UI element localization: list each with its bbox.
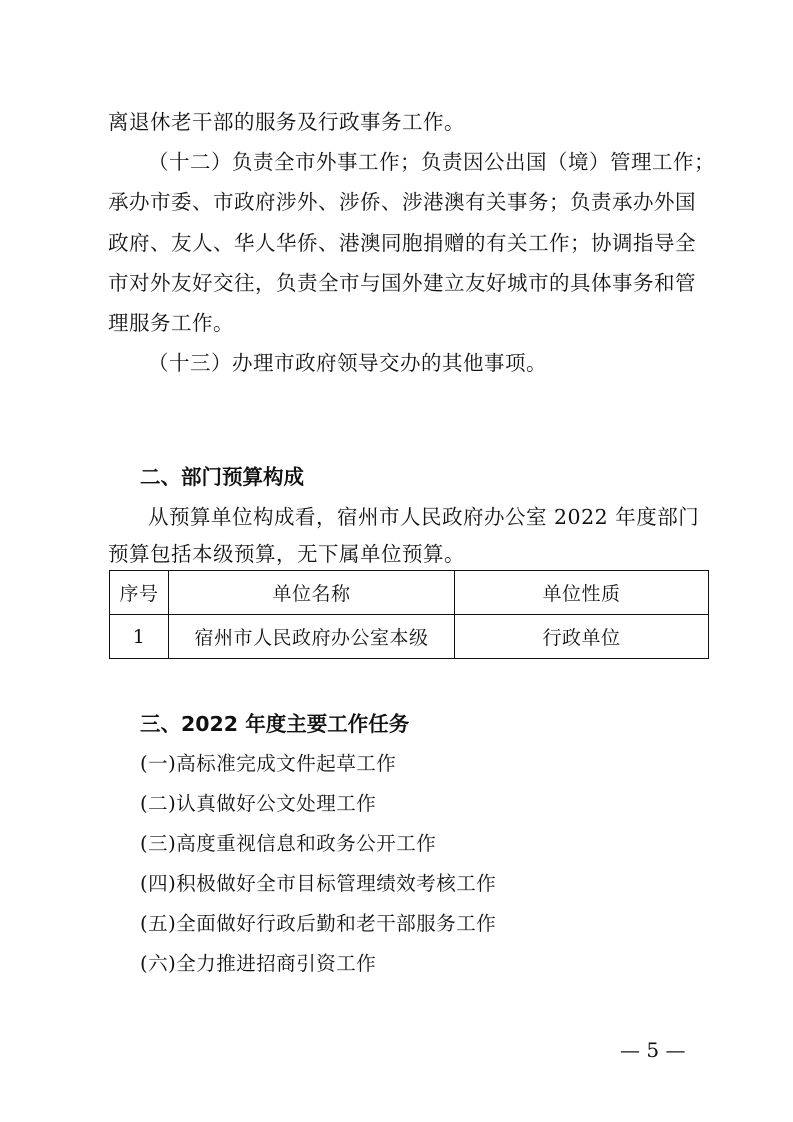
budget-unit-table [109,570,709,659]
list-item: (六)全力推进招商引资工作 [140,952,377,975]
body-line: 承办市委、市政府涉外、涉侨、涉港澳有关事务；负责承办外国 [108,190,696,214]
list-item: (一)高标准完成文件起草工作 [140,752,397,775]
table-cell: 1 [110,615,169,659]
page-number: — 5 — [620,1038,686,1062]
body-line: 政府、友人、华人华侨、港澳同胞捐赠的有关工作；协调指导全 [108,231,696,255]
section-paragraph: 预算包括本级预算，无下属单位预算。 [108,542,465,566]
body-line: （十二）负责全市外事工作；负责因公出国（境）管理工作； [148,150,715,174]
section-heading: 二、部门预算构成 [140,465,304,489]
list-item: (五)全面做好行政后勤和老干部服务工作 [140,912,497,935]
column-header: 序号 [110,571,169,615]
list-item: (二)认真做好公文处理工作 [140,792,377,815]
body-line: 理服务工作。 [108,311,234,335]
body-line: 市对外友好交往，负责全市与国外建立友好城市的具体事务和管 [108,271,696,295]
body-line: 离退休老干部的服务及行政事务工作。 [108,110,465,134]
table-header-row [110,571,709,615]
list-item: (三)高度重视信息和政务公开工作 [140,832,437,855]
table-cell: 宿州市人民政府办公室本级 [169,615,455,659]
column-header: 单位名称 [169,571,455,615]
list-item: (四)积极做好全市目标管理绩效考核工作 [140,872,497,895]
section-heading: 三、2022 年度主要工作任务 [140,712,410,736]
table-row [110,615,709,659]
body-line: （十三）办理市政府领导交办的其他事项。 [148,351,547,375]
column-header: 单位性质 [455,571,709,615]
section-paragraph: 从预算单位构成看，宿州市人民政府办公室 2022 年度部门 [148,505,700,529]
table-cell: 行政单位 [455,615,709,659]
